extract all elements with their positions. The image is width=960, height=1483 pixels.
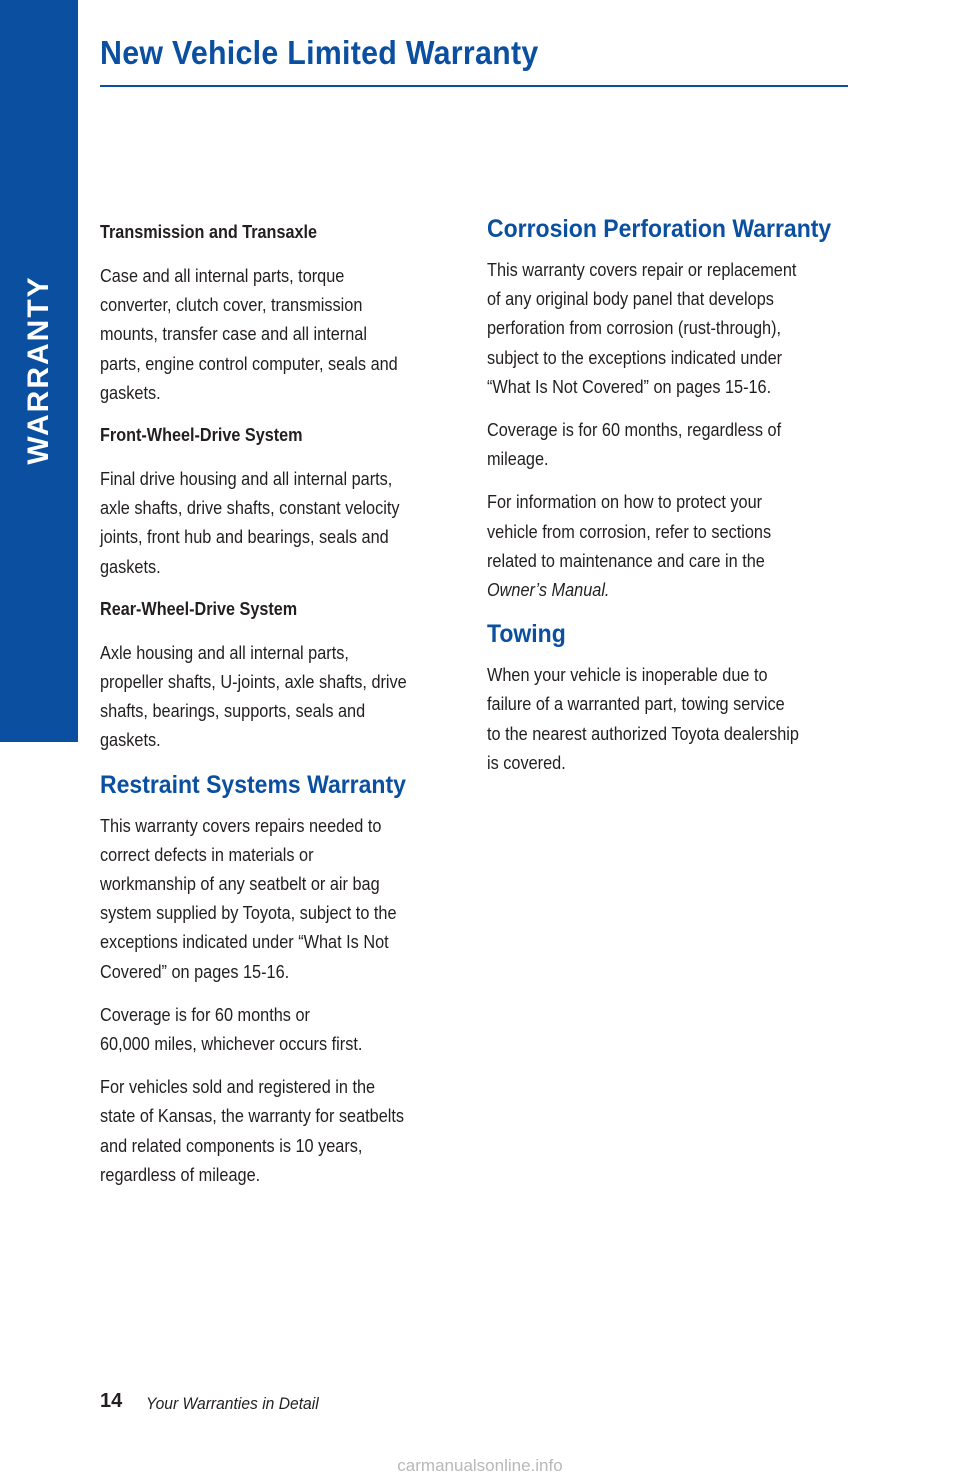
text-line: correct defects in materials or xyxy=(100,843,314,865)
text-line: is covered. xyxy=(487,751,566,773)
owners-manual-reference: Owner’s Manual. xyxy=(487,579,610,601)
paragraph-corrosion-coverage xyxy=(487,255,857,401)
text-line: This warranty covers repairs needed to xyxy=(100,814,382,836)
text-line: For vehicles sold and registered in the xyxy=(100,1076,376,1098)
paragraph-restraint-coverage xyxy=(100,811,470,986)
text-line: system supplied by Toyota, subject to the xyxy=(100,902,397,924)
paragraph-transmission xyxy=(100,261,470,407)
text-line: Final drive housing and all internal parts, xyxy=(100,468,393,490)
paragraph-front-wheel-drive xyxy=(100,464,470,581)
paragraph-corrosion-term xyxy=(487,415,857,473)
text-line: Axle housing and all internal parts, xyxy=(100,641,349,663)
text-line: axle shafts, drive shafts, constant velocity xyxy=(100,497,400,519)
text-line: Coverage is for 60 months or xyxy=(100,1003,310,1025)
text-line: This warranty covers repair or replacement xyxy=(487,259,797,280)
paragraph-restraint-kansas xyxy=(100,1072,470,1189)
section-heading-towing: Towing xyxy=(487,620,566,649)
footer-section-title: Your Warranties in Detail xyxy=(146,1394,319,1413)
title-divider xyxy=(100,85,848,87)
text-line: state of Kansas, the warranty for seatbelts xyxy=(100,1105,405,1127)
text-line: parts, engine control computer, seals and xyxy=(100,352,398,374)
text-line: Coverage is for 60 months, regardless of xyxy=(487,419,782,441)
text-line: Covered” on pages 15-16. xyxy=(100,960,290,982)
subheading-rear-wheel-drive: Rear-Wheel-Drive System xyxy=(100,598,298,619)
page-number: 14 xyxy=(100,1390,123,1412)
section-heading-restraint: Restraint Systems Warranty xyxy=(100,770,406,799)
subheading-front-wheel-drive: Front-Wheel-Drive System xyxy=(100,425,303,446)
text-line: When your vehicle is inoperable due to xyxy=(487,664,768,686)
paragraph-restraint-term xyxy=(100,1000,470,1058)
text-line: “What Is Not Covered” on pages 15-16. xyxy=(487,375,772,397)
paragraph-corrosion-info xyxy=(487,487,857,604)
paragraph-towing xyxy=(487,660,857,777)
text-line: related to maintenance and care in the xyxy=(487,549,765,571)
text-line: shafts, bearings, supports, seals and xyxy=(100,700,366,722)
text-line: perforation from corrosion (rust-through), xyxy=(487,317,782,339)
text-line: gaskets. xyxy=(100,381,161,403)
text-line: joints, front hub and bearings, seals and xyxy=(100,526,389,548)
text-line: 60,000 miles, whichever occurs first. xyxy=(100,1033,363,1055)
text-line: vehicle from corrosion, refer to sections xyxy=(487,520,772,542)
text-line: For information on how to protect your xyxy=(487,491,763,513)
text-line: to the nearest authorized Toyota dealership xyxy=(487,722,799,744)
section-heading-corrosion: Corrosion Perforation Warranty xyxy=(487,215,832,243)
page-title: New Vehicle Limited Warranty xyxy=(100,34,539,71)
watermark: carmanualsonline.info xyxy=(397,1456,563,1475)
left-column xyxy=(100,218,468,1203)
text-line: failure of a warranted part, towing service xyxy=(487,693,785,715)
subheading-transmission: Transmission and Transaxle xyxy=(100,222,317,242)
side-tab xyxy=(0,0,78,742)
text-line: propeller shafts, U-joints, axle shafts, drive xyxy=(100,671,407,693)
text-line: mounts, transfer case and all internal xyxy=(100,323,367,345)
right-column xyxy=(487,215,855,791)
text-line: and related components is 10 years, xyxy=(100,1134,363,1156)
text-line: exceptions indicated under “What Is Not xyxy=(100,931,389,953)
text-line: converter, clutch cover, transmission xyxy=(100,294,363,316)
text-line: of any original body panel that develops xyxy=(487,288,774,310)
text-line: regardless of mileage. xyxy=(100,1163,261,1185)
text-line: gaskets. xyxy=(100,555,161,577)
text-line: Case and all internal parts, torque xyxy=(100,265,345,286)
side-tab-label: WARRANTY xyxy=(22,275,55,465)
text-line: workmanship of any seatbelt or air bag xyxy=(100,873,380,895)
text-line: gaskets. xyxy=(100,729,161,751)
paragraph-rear-wheel-drive xyxy=(100,638,470,755)
text-line: mileage. xyxy=(487,448,549,470)
text-line: subject to the exceptions indicated under xyxy=(487,346,783,368)
